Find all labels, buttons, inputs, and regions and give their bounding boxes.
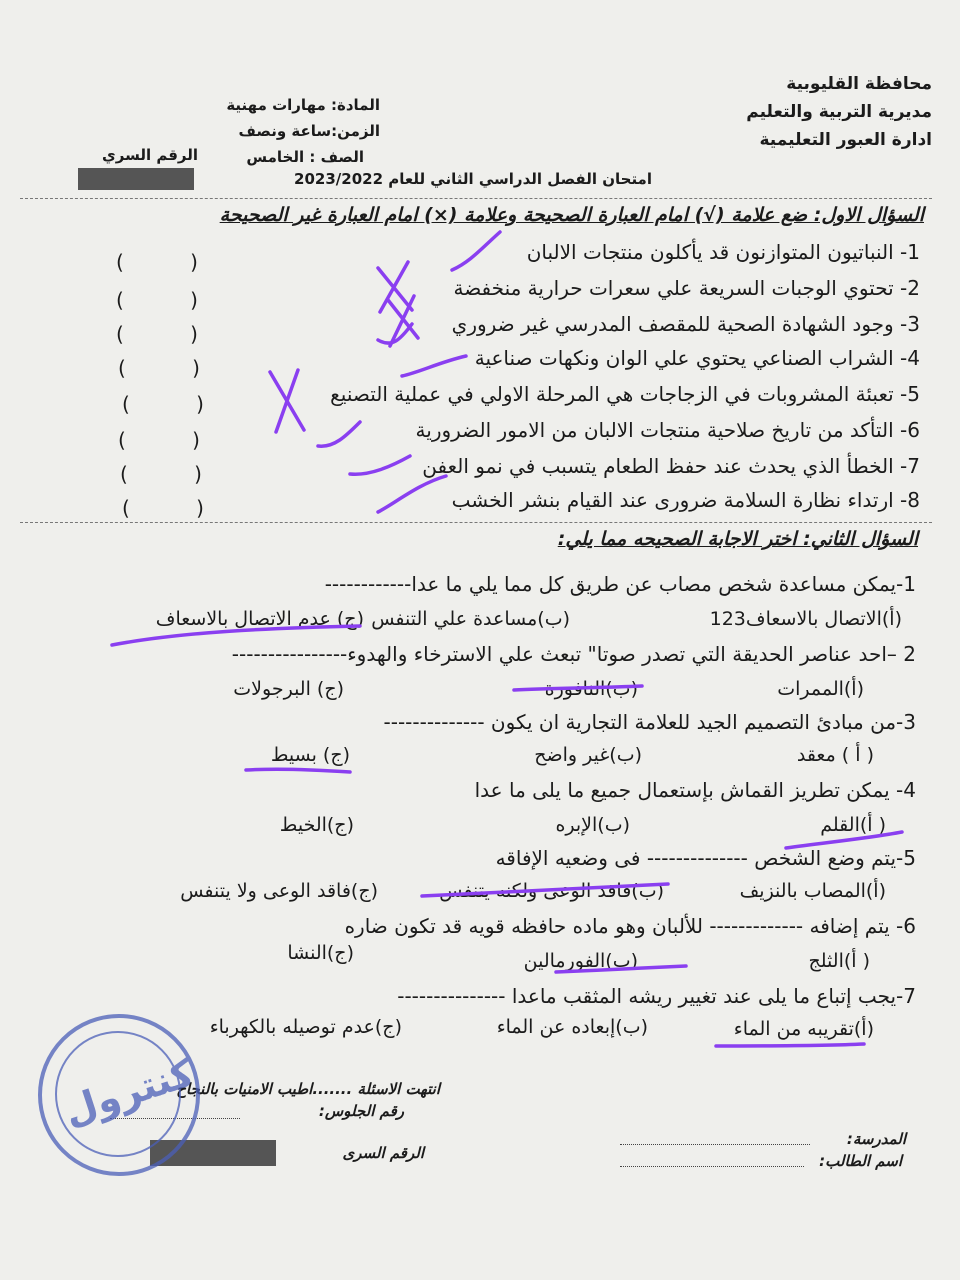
- q2-option-a[interactable]: ( أ ) معقد: [796, 744, 874, 766]
- q2-question: 7-يجب إتباع ما يلى عند تغيير ريشه المثقب ماعدا ---------------: [397, 984, 916, 1008]
- q2-option-c[interactable]: (ج)فاقد الوعى ولا يتنفس: [180, 880, 378, 902]
- school-label: المدرسة:: [846, 1130, 906, 1148]
- q2-option-b[interactable]: (ب)إبعاده عن الماء: [496, 1016, 648, 1038]
- secret-number-redaction: [78, 168, 194, 190]
- answer-blank[interactable]: ( ): [116, 250, 228, 274]
- q1-title: السؤال الاول: ضع علامة (√) امام العبارة الصحيحة وعلامة (×) امام العبارة غير الصحيحة: [219, 204, 924, 226]
- q2-question: 3-من مبادئ التصميم الجيد للعلامة التجارية ان يكون --------------: [383, 710, 916, 734]
- q2-option-a[interactable]: (أ)الاتصال بالاسعاف123: [709, 608, 902, 630]
- school-line[interactable]: [620, 1144, 810, 1145]
- q1-item: 7- الخطأ الذي يحدث عند حفظ الطعام يتسبب في نمو العفن: [422, 454, 920, 478]
- directorate-label: مديرية التربية والتعليم: [746, 102, 932, 122]
- q2-title: السؤال الثاني: اختر الاجابة الصحيحه مما يلي:: [557, 528, 918, 550]
- check-mark: [402, 356, 466, 376]
- grade-label: الصف : الخامس: [246, 148, 364, 166]
- q2-option-c[interactable]: (ج)عدم توصيله بالكهرباء: [209, 1016, 402, 1038]
- answer-blank[interactable]: ( ): [118, 428, 230, 452]
- answer-blank[interactable]: ( ): [120, 462, 232, 486]
- q2-question: 5-يتم وضع الشخص -------------- فى وضعيه الإفاقه: [495, 846, 916, 870]
- q2-option-b[interactable]: (ب)الإبره: [555, 814, 630, 836]
- seat-number-label: رقم الجلوس:: [318, 1102, 404, 1120]
- student-name-label: اسم الطالب:: [819, 1152, 902, 1170]
- q2-option-c[interactable]: (ج) البرجولات: [233, 678, 344, 700]
- header-divider: [20, 198, 932, 199]
- q2-option-c[interactable]: (ج)الخيط: [279, 814, 354, 836]
- control-stamp: [38, 1014, 200, 1176]
- q1-item: 6- التأكد من تاريخ صلاحية منتجات الالبان من الامور الضرورية: [415, 418, 920, 442]
- secret-number-label: الرقم السري: [102, 146, 199, 164]
- check-mark: [378, 476, 446, 512]
- cross-mark: [388, 296, 418, 346]
- q1-item: 4- الشراب الصناعي يحتوي علي الوان ونكهات صناعية: [474, 346, 920, 370]
- q2-option-c[interactable]: (ج)النشا: [287, 942, 354, 964]
- q2-option-a[interactable]: (أ)المصاب بالنزيف: [739, 880, 886, 902]
- check-mark: [318, 422, 360, 446]
- check-mark: [350, 456, 410, 474]
- check-mark: [378, 324, 412, 343]
- q1-item: 8- ارتداء نظارة السلامة ضرورى عند القيام بنشر الخشب: [451, 488, 920, 512]
- q1-item: 3- وجود الشهادة الصحية للمقصف المدرسي غير ضروري: [451, 312, 920, 336]
- cross-mark: [378, 262, 412, 312]
- q2-question: 2 –احد عناصر الحديقة التي تصدر صوتا" تبعث علي الاسترخاء والهدوء----------------: [231, 642, 916, 666]
- answer-blank[interactable]: ( ): [122, 392, 234, 416]
- end-note: انتهت الاسئلة .......اطيب الامنيات بالنجاح: [176, 1080, 440, 1098]
- q2-option-b[interactable]: (ب)مساعدة علي التنفس: [371, 608, 570, 630]
- q2-option-b[interactable]: (ب)غير واضح: [534, 744, 642, 766]
- q2-option-b[interactable]: (ب)النافورة: [544, 678, 638, 700]
- governorate-label: محافظة القليوبية: [786, 74, 932, 94]
- q2-option-a[interactable]: (أ)تقريبه من الماء: [733, 1018, 874, 1040]
- q1-divider: [20, 522, 932, 523]
- q2-option-b[interactable]: (ب)الفورمالين: [523, 950, 638, 972]
- q2-option-a[interactable]: (أ)الممرات: [777, 678, 864, 700]
- cross-mark: [270, 370, 304, 432]
- administration-label: ادارة العبور التعليمية: [759, 130, 932, 150]
- underline-mark: [246, 769, 350, 772]
- stamp-text: كنترول: [58, 1050, 199, 1134]
- answer-blank[interactable]: ( ): [122, 496, 234, 520]
- q2-question: 1-يمكن مساعدة شخص مصاب عن طريق كل مما يلي ما عدا------------: [324, 572, 916, 596]
- secret-number-footer-label: الرقم السرى: [342, 1144, 424, 1162]
- underline-mark: [716, 1044, 864, 1046]
- q2-option-c[interactable]: (ج) عدم الاتصال بالاسعاف: [155, 608, 364, 630]
- answer-blank[interactable]: ( ): [116, 322, 228, 346]
- q2-question: 6- يتم إضافه ------------- للألبان وهو ماده حافظه قويه قد تكون ضاره: [344, 914, 916, 938]
- check-mark: [452, 232, 500, 270]
- q2-option-c[interactable]: (ج) بسيط: [270, 744, 350, 766]
- duration-label: الزمن:ساعة ونصف: [238, 122, 380, 140]
- q2-option-a[interactable]: ( أ)الثلج: [808, 950, 870, 972]
- q1-item: 1- النباتيون المتوازنون قد يأكلون منتجات الالبان: [526, 240, 920, 264]
- q2-option-a[interactable]: ( أ)القلم: [820, 814, 886, 836]
- exam-title: امتحان الفصل الدراسي الثاني للعام 2023/2022: [294, 170, 652, 188]
- q1-item: 5- تعبئة المشروبات في الزجاجات هي المرحلة الاولي في عملية التصنيع: [330, 382, 920, 406]
- subject-label: المادة: مهارات مهنية: [226, 96, 380, 114]
- q1-item: 2- تحتوي الوجبات السريعة علي سعرات حرارية منخفضة: [453, 276, 920, 300]
- student-name-line[interactable]: [620, 1166, 804, 1167]
- answer-blank[interactable]: ( ): [116, 288, 228, 312]
- q2-question: 4- يمكن تطريز القماش بإستعمال جميع ما يلى ما عدا: [474, 778, 916, 802]
- q2-option-b[interactable]: (ب)فاقد الوعى ولكنه يتنفس: [439, 880, 664, 902]
- answer-blank[interactable]: ( ): [118, 356, 230, 380]
